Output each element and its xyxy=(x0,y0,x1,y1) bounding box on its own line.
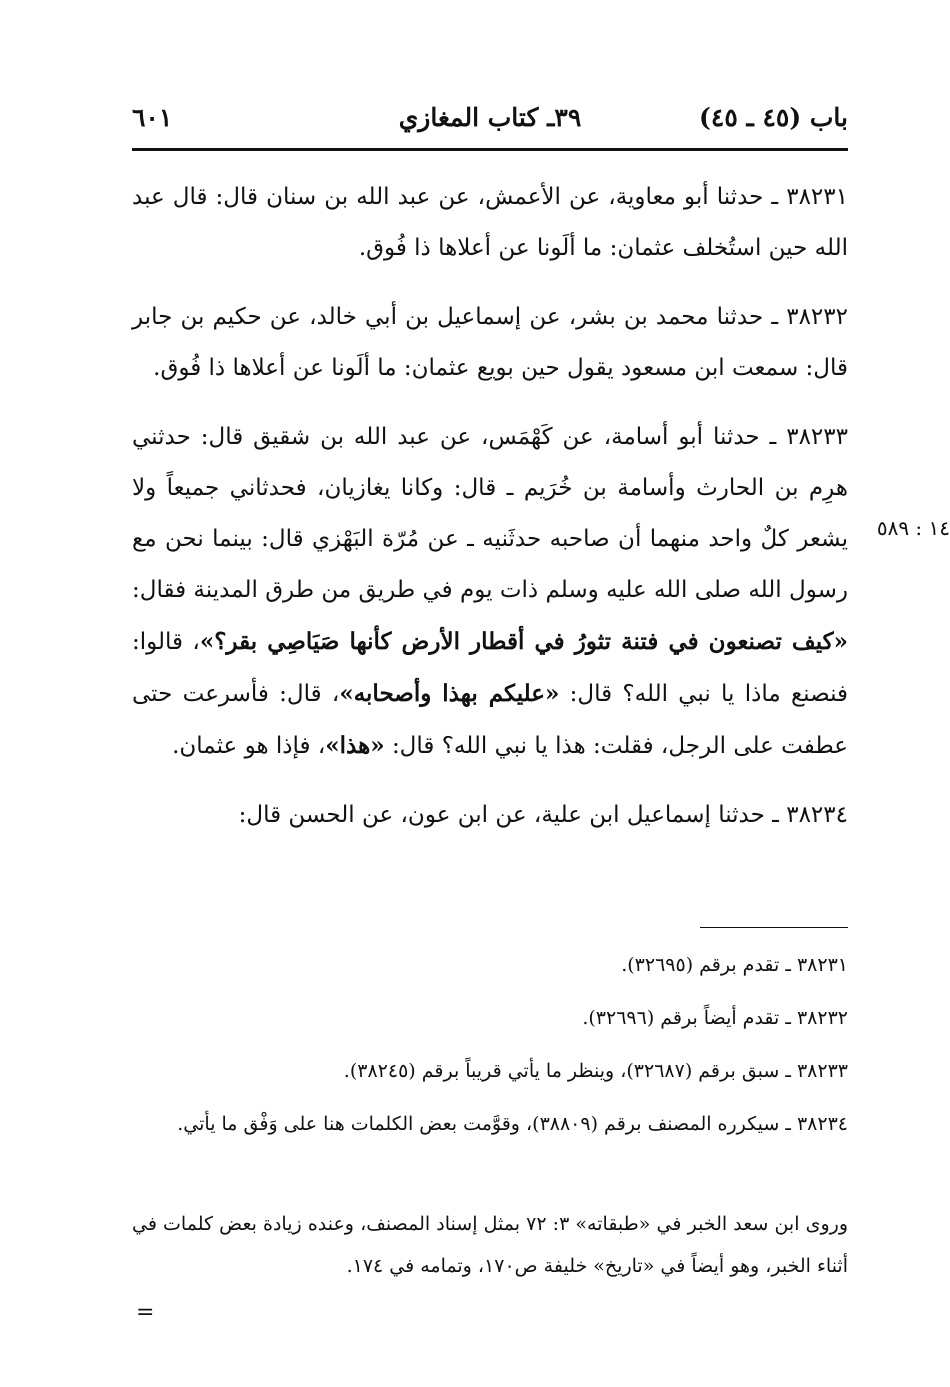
footnote-38232: ٣٨٢٣٢ ـ تقدم أيضاً برقم (٣٢٦٩٦). xyxy=(582,1007,848,1029)
hadith-38233 xyxy=(132,412,848,772)
hadith-38232: ٣٨٢٣٢ ـ حدثنا محمد بن بشر، عن إسماعيل بن أبي خالد، عن حكيم بن جابر قال: سمعت ابن مسعود يقول حين بويع عثمان: ما ألَونا عن أعلاها ذا فُوق. xyxy=(132,304,848,381)
prophet-quote-1: «كيف تصنعون في فتنة تثورُ في أقطار الأرض كأنها صَيَاصِي بقر؟» xyxy=(199,628,848,655)
hadith-38234: ٣٨٢٣٤ ـ حدثنا إسماعيل ابن علية، عن ابن عون، عن الحسن قال: xyxy=(238,802,848,828)
footnote-38234: ٣٨٢٣٤ ـ سيكرره المصنف برقم (٣٨٨٠٩)، وقوَّمت بعض الكلمات هنا على وَفْق ما يأتي. xyxy=(177,1113,848,1135)
footnotes xyxy=(132,943,848,1155)
footnote-38231: ٣٨٢٣١ ـ تقدم برقم (٣٢٦٩٥). xyxy=(621,954,848,976)
book-title: ٣٩ـ كتاب المغازي xyxy=(398,103,582,132)
hadith-38233-part3: ، قال: فأسرعت حتى عطفت على الرجل، فقلت: هذا يا نبي الله؟ قال: xyxy=(132,681,848,759)
continuation-mark: = xyxy=(136,1300,155,1325)
margin-reference: ١٤ : ٥٨٩ xyxy=(876,516,950,540)
hadith-38233-part2: ، قالوا: فنصنع ماذا يا نبي الله؟ قال: xyxy=(132,629,849,707)
chapter-heading: باب (٤٥ ـ ٤٥) xyxy=(699,103,848,132)
main-text xyxy=(132,172,848,859)
prophet-quote-2: «عليكم بهذا وأصحابه» xyxy=(339,680,560,707)
page-number: ٦٠١ xyxy=(132,103,173,132)
prophet-quote-3: «هذا» xyxy=(325,732,385,759)
hadith-38233-part4: ، فإذا هو عثمان. xyxy=(172,733,326,759)
hadith-38233-part1: ٣٨٢٣٣ ـ حدثنا أبو أسامة، عن كَهْمَس، عن عبد الله بن شقيق قال: حدثني هرِم بن الحارث وأسامة بن خُرَيم ـ قال: وكانا يغازيان، فحدثاني جميعاً ولا يشعر كلٌ واحد منهما أن صاحبه حدثَنيه ـ عن مُرّة البَهْزي قال: بينما نحن مع رسول الله صلى الله عليه وسلم ذات يوم في طريق من طرق المدينة فقال: xyxy=(132,424,848,603)
footnote-rule xyxy=(700,927,848,928)
footnote-continuation: وروى ابن سعد الخبر في «طبقاته» ٣: ٧٢ بمثل إسناد المصنف، وعنده زيادة بعض كلمات في أثناء الخبر، وهو أيضاً في «تاريخ» خليفة ص١٧٠، وتمامه في ١٧٤. xyxy=(132,1213,848,1277)
page-header xyxy=(132,95,848,145)
hadith-38231: ٣٨٢٣١ ـ حدثنا أبو معاوية، عن الأعمش، عن عبد الله بن سنان قال: قال عبد الله حين استُخلف عثمان: ما ألَونا عن أعلاها ذا فُوق. xyxy=(132,184,848,261)
footnote-38233: ٣٨٢٣٣ ـ سبق برقم (٣٢٦٨٧)، وينظر ما يأتي قريباً برقم (٣٨٢٤٥). xyxy=(343,1060,848,1082)
header-rule xyxy=(132,148,848,151)
